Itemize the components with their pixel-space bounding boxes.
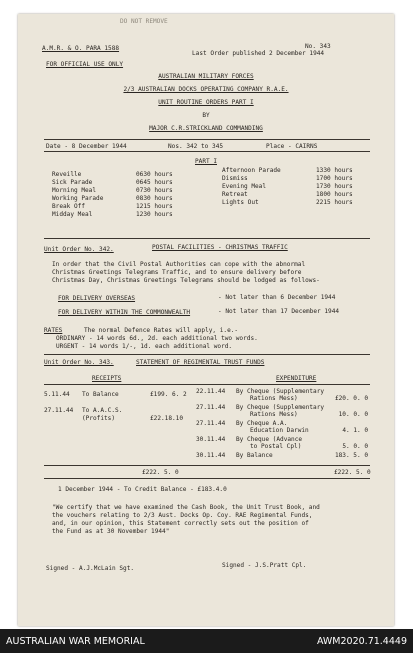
receipt-date: 5.11.44 xyxy=(44,391,70,398)
commander-title: MAJOR C.R.STRICKLAND COMMANDING xyxy=(149,125,263,132)
footer-left-label: AUSTRALIAN WAR MEMORIAL xyxy=(6,636,145,647)
schedule-item-label: Reveille xyxy=(52,171,82,178)
commonwealth-date: - Not later than 17 December 1944 xyxy=(218,308,340,315)
schedule-item-label: Midday Meal xyxy=(52,211,93,218)
order-342-para-line: In order that the Civil Postal Authorities can cope with the abnormal xyxy=(52,261,306,268)
schedule-item-time: 1330 hours xyxy=(316,167,353,174)
receipt-amount: £199. 6. 2 xyxy=(150,391,187,398)
place-line: Place - CAIRNS xyxy=(266,143,318,150)
divider xyxy=(44,151,370,152)
schedule-item-label: Lights Out xyxy=(222,199,259,206)
schedule-item-label: Afternoon Parade xyxy=(222,167,281,174)
expenditure-amount: 183. 5. 0 xyxy=(334,452,368,459)
schedule-item-time: 0630 hours xyxy=(136,171,173,178)
rates-intro: The normal Defence Rates will apply, i.e.- xyxy=(84,327,239,334)
expenditure-amount: 4. 1. 0 xyxy=(342,427,368,434)
schedule-item-time: 1800 hours xyxy=(316,191,353,198)
credit-balance-line: 1 December 1944 - To Credit Balance - £183.4.0 xyxy=(58,486,227,493)
form-code: A.M.R. & O. PARA 1588 xyxy=(42,45,120,52)
overseas-date: - Not later than 6 December 1944 xyxy=(218,294,336,301)
by-label: BY xyxy=(202,112,210,119)
schedule-item-label: Sick Parade xyxy=(52,179,93,186)
certification-line: the vouchers relating to 2/3 Aust. Docks Op. Coy. RAE Regimental Funds, xyxy=(52,512,313,519)
commonwealth-label: FOR DELIVERY WITHIN THE COMMONWEALTH xyxy=(58,309,191,316)
schedule-item-label: Dismiss xyxy=(222,175,248,182)
date-line: Date - 8 December 1944 xyxy=(46,143,127,150)
schedule-item-time: 1215 hours xyxy=(136,203,173,210)
divider xyxy=(44,478,370,479)
schedule-item-label: Working Parade xyxy=(52,195,104,202)
schedule-item-time: 2215 hours xyxy=(316,199,353,206)
schedule-item-label: Retreat xyxy=(222,191,248,198)
document-page xyxy=(18,14,394,626)
expenditure-description: By Cheque (Supplementary xyxy=(236,388,325,395)
schedule-item-label: Morning Meal xyxy=(52,187,97,194)
receipts-total: £222. 5. 0 xyxy=(142,469,179,476)
archive-footer xyxy=(0,629,413,653)
expenditure-description-cont: to Postal Cpl) xyxy=(250,443,302,450)
expenditure-date: 27.11.44 xyxy=(196,404,226,411)
receipt-date: 27.11.44 xyxy=(44,407,74,414)
expenditure-date: 30.11.44 xyxy=(196,436,226,443)
stamp-text: DO NOT REMOVE xyxy=(120,18,168,25)
receipt-amount: £22.18.10 xyxy=(150,415,184,422)
part-heading: PART I xyxy=(194,158,217,165)
signature-left: Signed - A.J.McLain Sgt. xyxy=(46,565,135,572)
divider xyxy=(44,384,370,385)
order-number: No. 343 xyxy=(305,43,331,50)
order-342-para-line: Christmas Day, Christmas Greetings Telegrams should be lodged as follows- xyxy=(52,277,320,284)
signature-right: Signed - J.S.Pratt Cpl. xyxy=(222,562,307,569)
schedule-item-time: 1730 hours xyxy=(316,183,353,190)
expenditure-date: 27.11.44 xyxy=(196,420,226,427)
schedule-item-time: 0730 hours xyxy=(136,187,173,194)
overseas-label: FOR DELIVERY OVERSEAS xyxy=(58,295,136,302)
rates-label: RATES xyxy=(44,327,63,334)
receipt-description: To A.A.C.S. xyxy=(82,407,123,414)
order-342-heading: POSTAL FACILITIES - CHRISTMAS TRAFFIC xyxy=(152,244,288,251)
order-343-number: Unit Order No. 343. xyxy=(44,359,114,366)
receipt-description: To Balance xyxy=(82,391,119,398)
expenditure-description-cont: Rations Mess) xyxy=(250,411,298,418)
receipts-title: RECEIPTS xyxy=(92,375,122,382)
expenditure-description: By Cheque (Advance xyxy=(236,436,303,443)
expenditure-amount: £20. 0. 0 xyxy=(334,395,368,402)
expenditure-description: By Cheque A.A. xyxy=(236,420,288,427)
schedule-item-time: 1230 hours xyxy=(136,211,173,218)
official-use-label: FOR OFFICIAL USE ONLY xyxy=(46,61,124,68)
expenditure-amount: 5. 0. 0 xyxy=(342,443,368,450)
expenditure-amount: 10. 0. 0 xyxy=(338,411,368,418)
expenditure-description: By Cheque (Supplementary xyxy=(236,404,325,411)
expenditure-description-cont: Rations Mess) xyxy=(250,395,298,402)
rates-urgent: URGENT - 14 words 1/-, 1d. each additional word. xyxy=(56,343,233,350)
certification-line: "We certify that we have examined the Cash Book, the Unit Trust Book, and xyxy=(52,504,320,511)
certification-line: and, in our opinion, this Statement correctly sets out the position of xyxy=(52,520,309,527)
divider xyxy=(44,139,370,140)
expenditure-description: By Balance xyxy=(236,452,273,459)
schedule-item-time: 0830 hours xyxy=(136,195,173,202)
schedule-item-label: Break Off xyxy=(52,203,86,210)
order-342-para-line: Christmas Greetings Telegrams Traffic, and to ensure delivery before xyxy=(52,269,302,276)
expenditure-total: £222. 5. 0 xyxy=(334,469,371,476)
schedule-item-time: 0645 hours xyxy=(136,179,173,186)
schedule-item-label: Evening Meal xyxy=(222,183,267,190)
receipt-description-cont: (Profits) xyxy=(82,415,116,422)
expenditure-date: 30.11.44 xyxy=(196,452,226,459)
divider xyxy=(44,465,370,466)
footer-right-label: AWM2020.71.4449 xyxy=(316,636,407,647)
numbers-line: Nos. 342 to 345 xyxy=(168,143,224,150)
order-342-number: Unit Order No. 342. xyxy=(44,246,114,253)
schedule-item-time: 1700 hours xyxy=(316,175,353,182)
expenditure-date: 22.11.44 xyxy=(196,388,226,395)
last-order-line: Last Order published 2 December 1944 xyxy=(192,50,325,57)
expenditure-description-cont: Education Darwin xyxy=(250,427,309,434)
divider xyxy=(44,354,370,355)
certification-line: the Fund as at 30 November 1944" xyxy=(52,528,170,535)
force-title: AUSTRALIAN MILITARY FORCES xyxy=(158,73,254,80)
expenditure-title: EXPENDITURE xyxy=(276,375,317,382)
orders-title: UNIT ROUTINE ORDERS PART I xyxy=(158,99,254,106)
unit-title: 2/3 AUSTRALIAN DOCKS OPERATING COMPANY R.A.E. xyxy=(123,86,289,93)
rates-ordinary: ORDINARY - 14 words 6d., 2d. each additional two words. xyxy=(56,335,258,342)
order-343-heading: STATEMENT OF REGIMENTAL TRUST FUNDS xyxy=(136,359,265,366)
divider xyxy=(44,238,370,239)
